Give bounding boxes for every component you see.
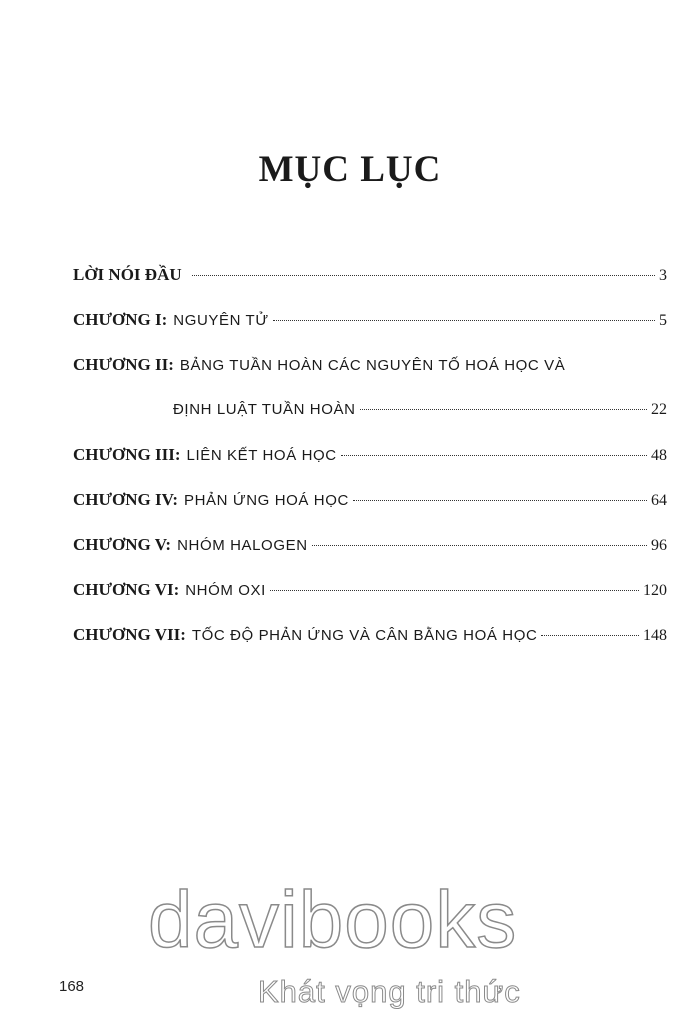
toc-page-number: 48 [651, 447, 667, 464]
toc-leader-dots [312, 545, 647, 546]
toc-page-number: 120 [643, 582, 667, 599]
toc-label: CHƯƠNG I: [73, 310, 168, 329]
toc-entry-preface[interactable] [73, 252, 667, 297]
toc-title: PHẢN ỨNG HOÁ HỌC [184, 492, 349, 509]
toc-leader-dots [192, 275, 655, 276]
toc-page-number: 3 [659, 267, 667, 284]
toc-label: LỜI NÓI ĐẦU [73, 265, 182, 284]
toc-title: TỐC ĐỘ PHẢN ỨNG VÀ CÂN BẰNG HOÁ HỌC [191, 627, 538, 644]
toc-page-number: 22 [651, 401, 667, 418]
toc-title: LIÊN KẾT HOÁ HỌC [186, 447, 337, 464]
toc-title-continued: ĐỊNH LUẬT TUẦN HOÀN [173, 401, 356, 418]
toc-entry-chapter-4[interactable] [73, 477, 667, 522]
watermark [0, 875, 700, 1024]
toc-leader-dots [541, 635, 639, 636]
toc-page-number: 96 [651, 537, 667, 554]
toc-leader-dots [270, 590, 639, 591]
toc-label: CHƯƠNG V: [73, 535, 172, 554]
toc-title: BẢNG TUẦN HOÀN CÁC NGUYÊN TỐ HOÁ HỌC VÀ [179, 357, 566, 374]
toc-label: CHƯƠNG VI: [73, 580, 180, 599]
toc-label: CHƯƠNG IV: [73, 490, 178, 509]
toc-title: NHÓM HALOGEN [177, 537, 308, 554]
toc-leader-dots [273, 320, 655, 321]
toc-title: NHÓM OXI [185, 582, 266, 599]
toc-entry-chapter-1[interactable] [73, 297, 667, 342]
toc-entry-chapter-2[interactable] [73, 342, 667, 432]
toc-entry-chapter-5[interactable] [73, 522, 667, 567]
watermark-brand: davibooks [148, 875, 518, 964]
toc-entry-chapter-7[interactable] [73, 612, 667, 657]
toc-page-number: 5 [659, 312, 667, 329]
toc-entry-chapter-3[interactable] [73, 432, 667, 477]
toc-label: CHƯƠNG III: [73, 445, 181, 464]
page-title: MỤC LỤC [258, 149, 442, 190]
toc-label: CHƯƠNG VII: [73, 625, 186, 644]
footer-page-number: 168 [59, 978, 85, 995]
toc-entry-chapter-6[interactable] [73, 567, 667, 612]
toc-page-number: 64 [651, 492, 667, 509]
watermark-slogan: Khát vọng tri thức [258, 974, 521, 1009]
toc-leader-dots [341, 455, 647, 456]
toc-page-number: 148 [643, 627, 667, 644]
toc-title: NGUYÊN TỬ [173, 312, 269, 329]
toc-leader-dots [353, 500, 647, 501]
toc-label: CHƯƠNG II: [73, 355, 174, 374]
toc-leader-dots [360, 409, 647, 410]
table-of-contents [73, 252, 667, 657]
